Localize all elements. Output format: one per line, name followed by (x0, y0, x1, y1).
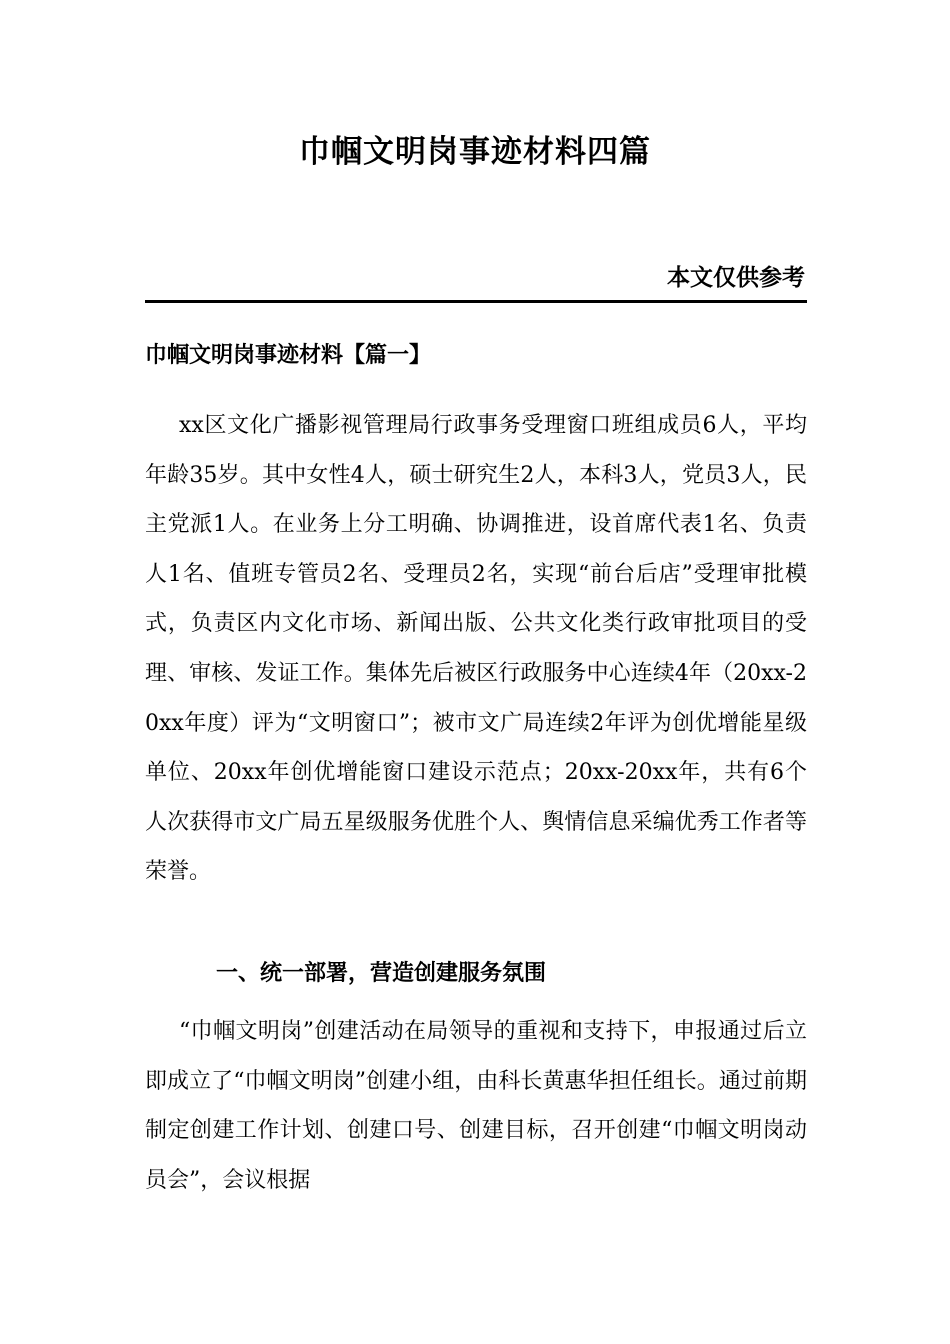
reference-note: 本文仅供参考 (667, 265, 805, 291)
header-divider (145, 300, 807, 303)
sub-heading: 一、统一部署，营造创建服务氛围 (216, 961, 547, 986)
document-title: 巾帼文明岗事迹材料四篇 (299, 134, 651, 170)
body-paragraph: “巾帼文明岗”创建活动在局领导的重视和支持下，申报通过后立即成立了“巾帼文明岗”创建小组，由科长黄惠华担任组长。通过前期制定创建工作计划、创建口号、创建目标，召开创建“巾帼文明岗动员会”，会议根据 (145, 1019, 807, 1193)
body-paragraph: xx区文化广播影视管理局行政事务受理窗口班组成员6人，平均年龄35岁。其中女性4人，硕士研究生2人，本科3人，党员3人，民主党派1人。在业务上分工明确、协调推进，设首席代表1名、负责人1名、值班专管员2名、受理员2名，实现“前台后店”受理审批模式，负责区内文化市场、新闻出版、公共文化类行政审批项目的受理、审核、发证工作。集体先后被区行政服务中心连续4年（20xx-20xx年度）评为“文明窗口”；被市文广局连续2年评为创优增能星级单位、20xx年创优增能窗口建设示范点；20xx-20xx年，共有6个人次获得市文广局五星级服务优胜个人、舆情信息采编优秀工作者等荣誉。 (145, 413, 807, 885)
section-title: 巾帼文明岗事迹材料【篇一】 (145, 343, 432, 368)
